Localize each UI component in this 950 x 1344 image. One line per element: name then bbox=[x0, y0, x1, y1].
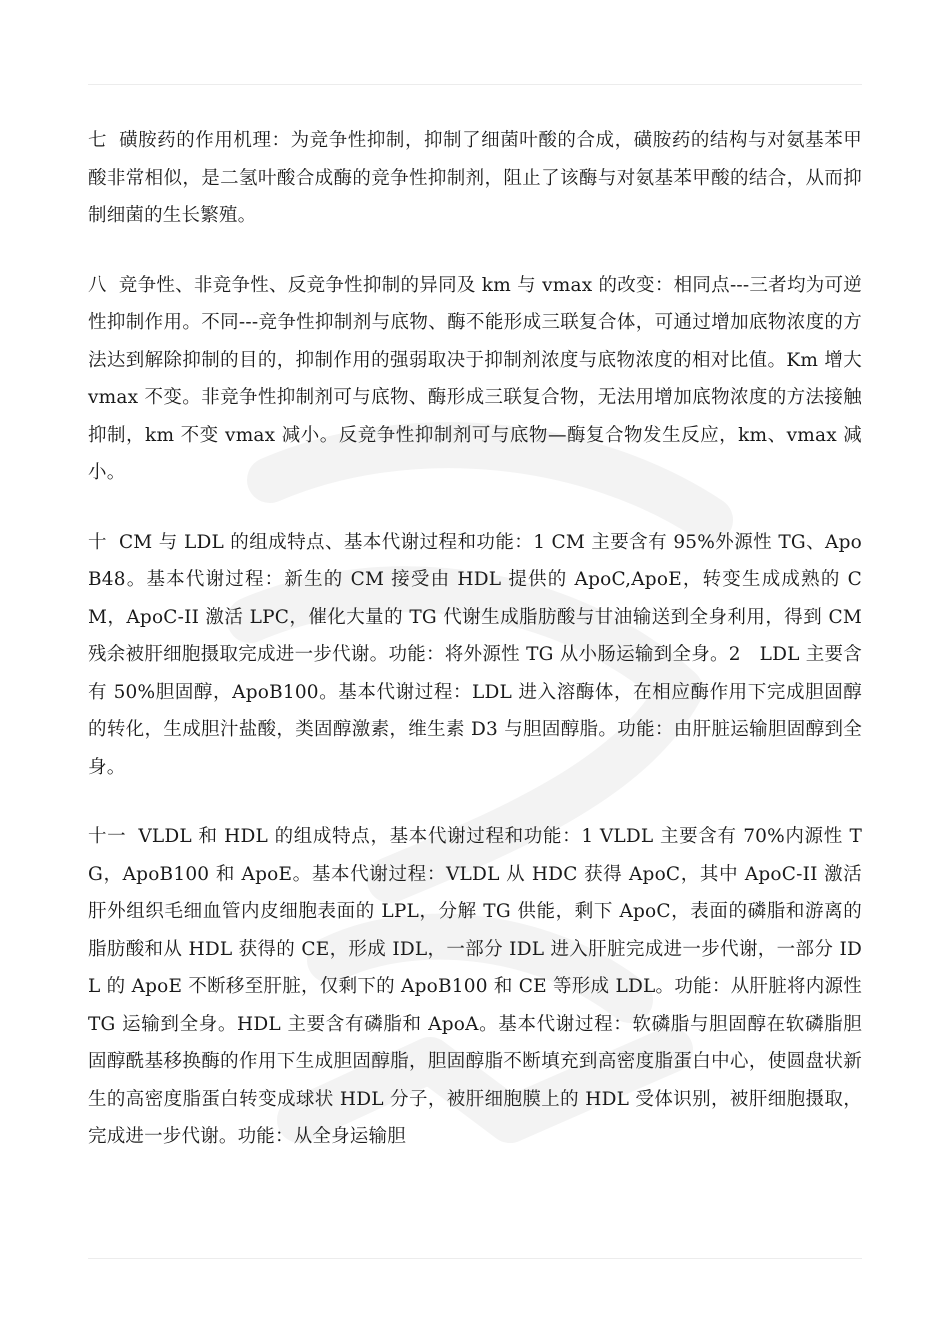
section-text: 竞争性、非竞争性、反竞争性抑制的异同及 km 与 vmax 的改变：相同点---三者均为可逆性抑制作用。不同---竞争性抑制剂与底物、酶不能形成三联复合体，可通过增加底物浓度的方法达到解除抑制的目的，抑制作用的强弱取决于抑制剂浓度与底物浓度的相对比值。Km 增大 vmax 不变。非竞争性抑制剂可与底物、酶形成三联复合物，无法用增加底物浓度的方法接触抑制，km 不变 vmax 减小。反竞争性抑制剂可与底物—酶复合物发生反应，km、vmax 减小。 bbox=[88, 274, 862, 483]
section-number: 八 bbox=[88, 274, 107, 296]
section-8 bbox=[88, 267, 862, 492]
section-10 bbox=[88, 524, 862, 787]
section-number: 十 bbox=[88, 531, 107, 553]
page-top-rule bbox=[88, 84, 862, 85]
section-number: 十一 bbox=[88, 826, 127, 847]
section-number: 七 bbox=[88, 130, 108, 151]
section-11 bbox=[88, 818, 862, 1156]
section-text: CM 与 LDL 的组成特点、基本代谢过程和功能：1 CM 主要含有 95%外源性 TG、ApoB48。基本代谢过程：新生的 CM 接受由 HDL 提供的 ApoC,ApoE，转变生成成熟的 CM，ApoC-II 激活 LPC，催化大量的 TG 代谢生成脂肪酸与甘油输送到全身利用，得到 CM 残余被肝细胞摄取完成进一步代谢。功能：将外源性 TG 从小肠运输到全身。2 LDL 主要含有 50%胆固醇，ApoB100。基本代谢过程：LDL 进入溶酶体，在相应酶作用下完成胆固醇的转化，生成胆汁盐酸，类固醇激素，维生素 D3 与胆固醇脂。功能：由肝脏运输胆固醇到全身。 bbox=[88, 531, 862, 778]
section-text: 磺胺药的作用机理：为竞争性抑制，抑制了细菌叶酸的合成，磺胺药的结构与对氨基苯甲酸非常相似，是二氢叶酸合成酶的竞争性抑制剂，阻止了该酶与对氨基苯甲酸的结合，从而抑制细菌的生长繁殖。 bbox=[88, 130, 862, 226]
page-bottom-rule bbox=[88, 1258, 862, 1259]
document-body bbox=[88, 122, 862, 1188]
section-7 bbox=[88, 122, 862, 235]
section-text: VLDL 和 HDL 的组成特点，基本代谢过程和功能：1 VLDL 主要含有 70%内源性 TG，ApoB100 和 ApoE。基本代谢过程：VLDL 从 HDC 获得 ApoC，其中 ApoC-II 激活肝外组织毛细血管内皮细胞表面的 LPL，分解 TG 供能，剩下 ApoC，表面的磷脂和游离的脂肪酸和从 HDL 获得的 CE，形成 IDL，一部分 IDL 进入肝脏完成进一步代谢，一部分 IDL 的 ApoE 不断移至肝脏，仅剩下的 ApoB100 和 CE 等形成 LDL。功能：从肝脏将内源性 TG 运输到全身。HDL 主要含有磷脂和 ApoA。基本代谢过程：软磷脂与胆固醇在软磷脂胆固醇酰基移换酶的作用下生成胆固醇脂，胆固醇脂不断填充到高密度脂蛋白中心，使圆盘状新生的高密度脂蛋白转变成球状 HDL 分子，被肝细胞膜上的 HDL 受体识别，被肝细胞摄取，完成进一步代谢。功能：从全身运输胆 bbox=[88, 826, 862, 1147]
